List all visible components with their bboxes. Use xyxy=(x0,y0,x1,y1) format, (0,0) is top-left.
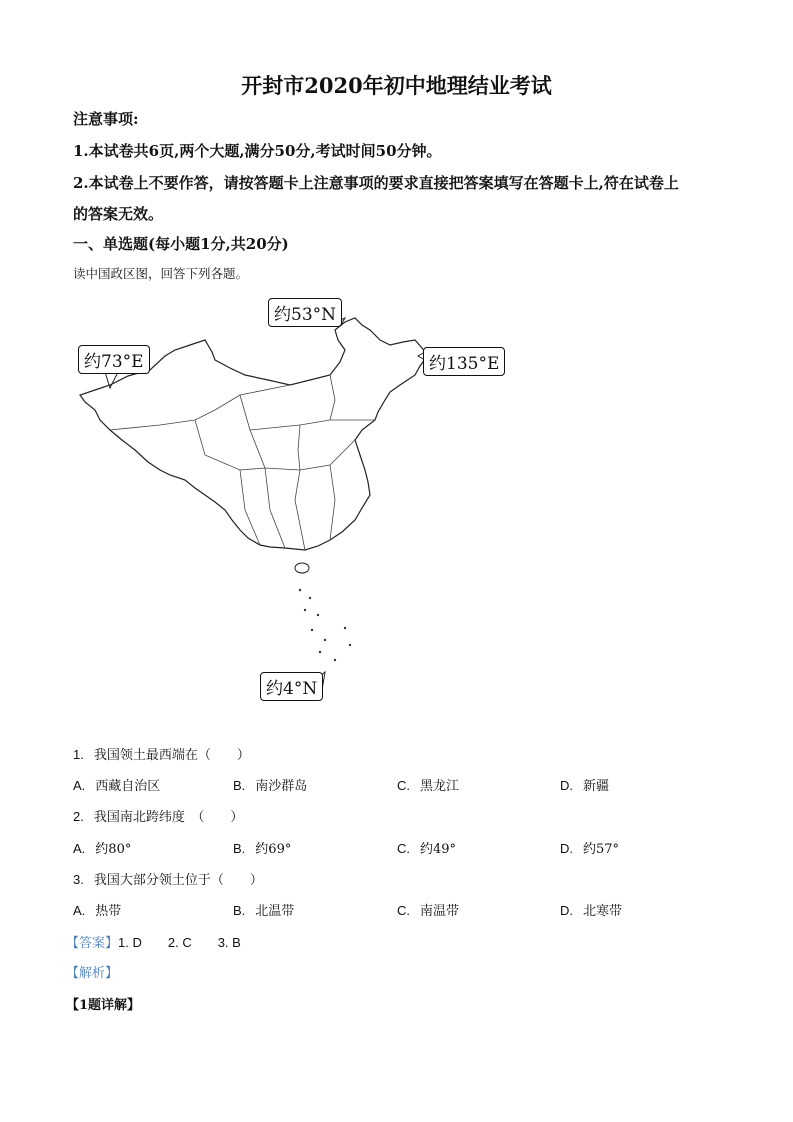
map-intro: 读中国政区图，回答下列各题。 xyxy=(73,266,249,281)
map-label-east: 约135°E xyxy=(423,347,505,376)
option-text: 约49° xyxy=(420,842,457,857)
option-letter: D. xyxy=(560,841,573,856)
question-text: 我国南北跨纬度 （ ） xyxy=(93,810,244,825)
notice-item-1: 1.本试卷共6页,两个大题,满分50分,考试时间50分钟。 xyxy=(73,142,442,160)
answer-1: 1. D xyxy=(118,935,142,950)
answer-line xyxy=(66,932,241,951)
detail-label: 【1题详解】 xyxy=(66,998,141,1013)
analysis-label: 【解析】 xyxy=(66,966,119,981)
option-letter: C. xyxy=(397,903,410,918)
option-letter: B. xyxy=(233,841,246,856)
option-text: 黑龙江 xyxy=(420,779,460,794)
answer-label: 【答案】 xyxy=(66,936,119,951)
option-text: 约80° xyxy=(95,842,132,857)
option-letter: C. xyxy=(397,841,410,856)
option-text: 西藏自治区 xyxy=(95,779,161,794)
option-letter: A. xyxy=(73,841,86,856)
option-text: 热带 xyxy=(95,904,122,919)
option-text: 约57° xyxy=(583,842,620,857)
page-title: 开封市2020年初中地理结业考试 xyxy=(241,73,552,98)
option-text: 南沙群岛 xyxy=(255,779,308,794)
section-heading: 一、单选题(每小题1分,共20分) xyxy=(73,235,289,253)
option-text: 北温带 xyxy=(255,904,295,919)
option-text: 南温带 xyxy=(420,904,460,919)
option-letter: D. xyxy=(560,778,573,793)
option-letter: A. xyxy=(73,903,86,918)
answer-2: 2. C xyxy=(167,935,192,950)
map-label-north: 约53°N xyxy=(268,298,342,327)
option-letter: B. xyxy=(233,778,246,793)
map-label-west: 约73°E xyxy=(78,345,150,374)
question-text: 我国领土最西端在（ ） xyxy=(93,748,250,763)
option-letter: D. xyxy=(560,903,573,918)
option-letter: C. xyxy=(397,778,410,793)
option-letter: B. xyxy=(233,903,246,918)
option-text: 新疆 xyxy=(583,779,610,794)
notice-item-2: 2.本试卷上不要作答，请按答题卡上注意事项的要求直接把答案填写在答题卡上,符在试卷上 xyxy=(73,174,679,192)
question-number: 3. xyxy=(73,872,84,887)
question-number: 1. xyxy=(73,747,84,762)
answer-3: 3. B xyxy=(217,935,241,950)
notice-item-2-cont: 的答案无效。 xyxy=(73,205,164,223)
map-label-south: 约4°N xyxy=(260,672,323,701)
option-letter: A. xyxy=(73,778,86,793)
question-text: 我国大部分领土位于（ ） xyxy=(93,873,263,888)
option-text: 约69° xyxy=(255,842,292,857)
option-text: 北寒带 xyxy=(583,904,623,919)
notice-heading: 注意事项: xyxy=(73,110,139,128)
question-number: 2. xyxy=(73,809,84,824)
